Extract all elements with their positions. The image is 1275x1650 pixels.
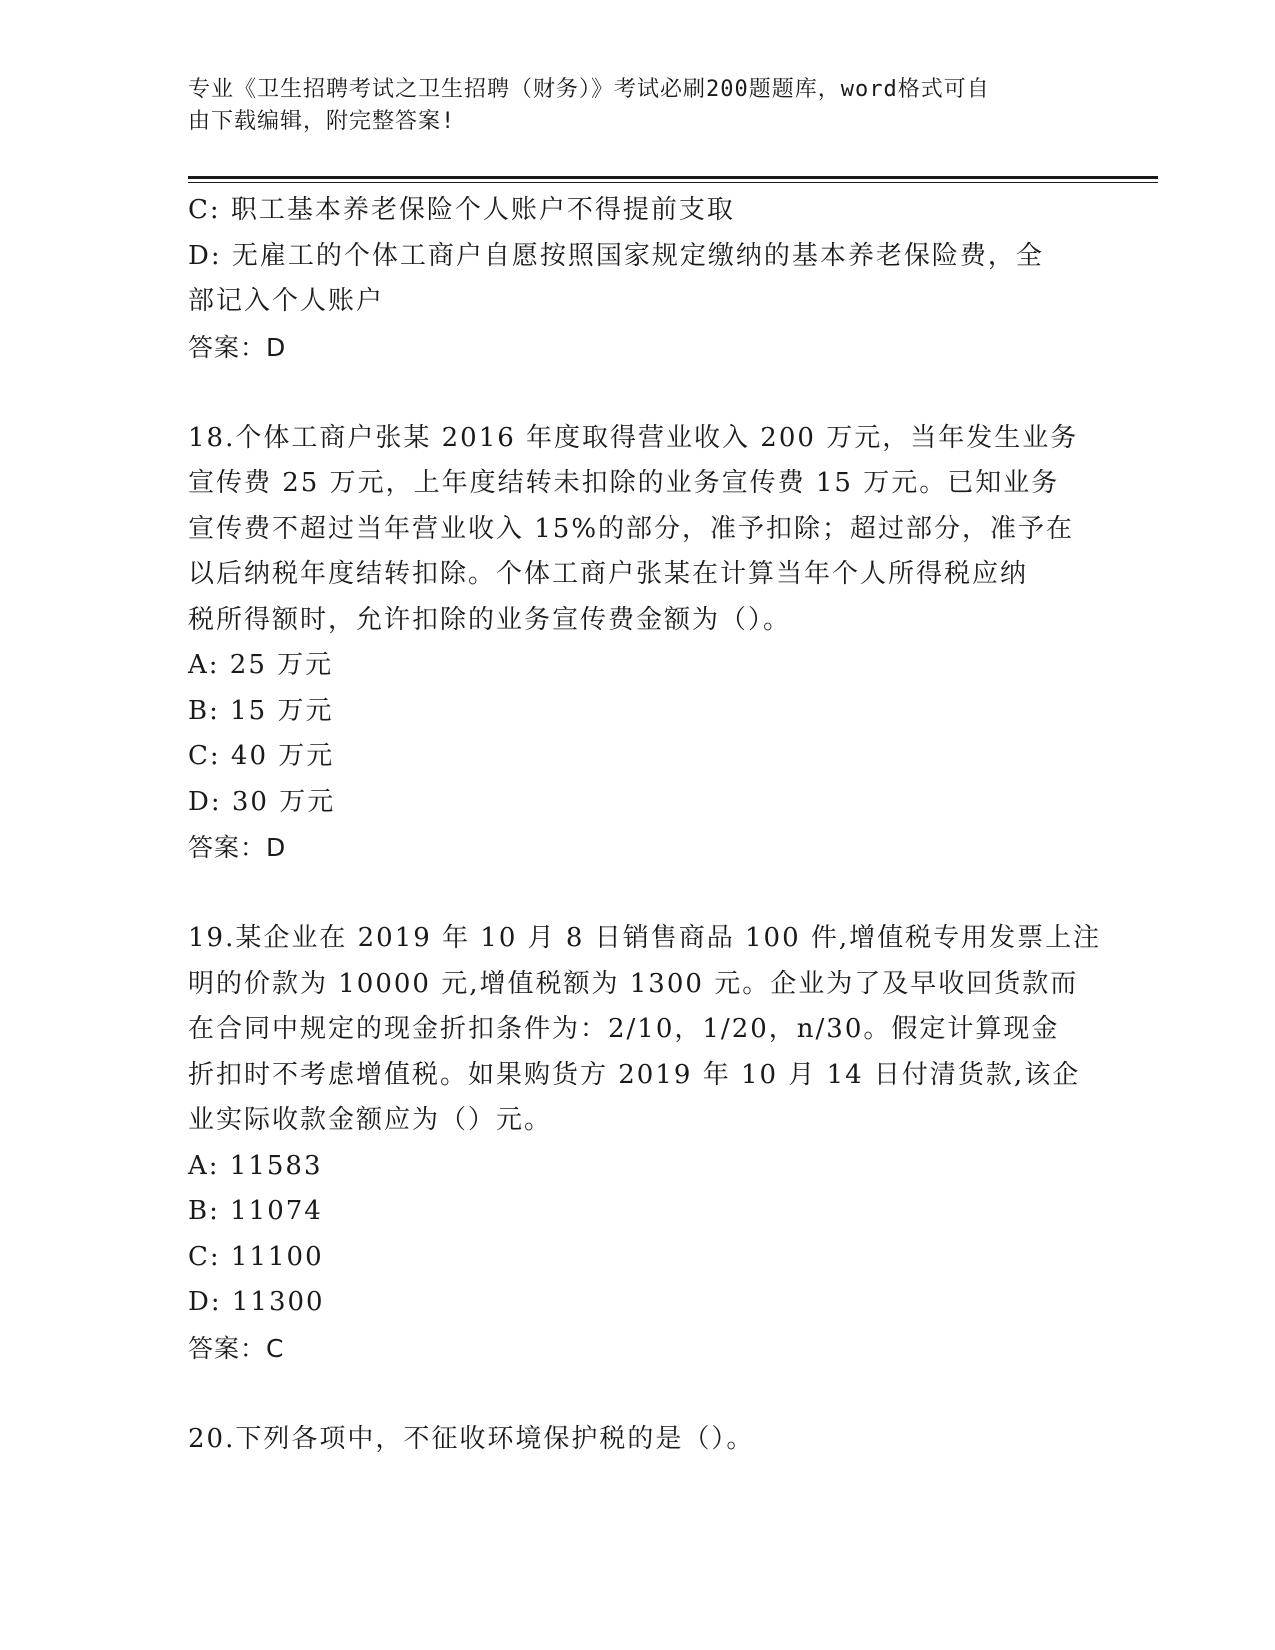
- document-body: [188, 188, 1102, 1462]
- question-stem-line: 宣传费 25 万元，上年度结转未扣除的业务宣传费 15 万元。已知业务: [188, 468, 1060, 498]
- header-divider-thin: [188, 182, 1158, 183]
- option-d: D: 30 万元: [188, 786, 336, 817]
- header-line-1: 专业《卫生招聘考试之卫生招聘（财务）》考试必刷200题题库，word格式可自: [188, 77, 990, 102]
- question-18: [188, 416, 1088, 871]
- question-stem-line: 折扣时不考虑增值税。如果购货方 2019 年 10 月 14 日付清货款,该企: [188, 1059, 1081, 1090]
- option-b: B: 11074: [188, 1196, 323, 1226]
- option-c: C: 11100: [188, 1241, 324, 1272]
- spacer: [188, 871, 1088, 917]
- question-stem-line: 20.下列各项中，不征收环境保护税的是（）。: [188, 1423, 755, 1454]
- spacer: [188, 370, 1088, 416]
- question-stem-line: 19.某企业在 2019 年 10 月 8 日销售商品 100 件,增值税专用发票上注: [188, 923, 1102, 953]
- prev-question-block: [188, 188, 1088, 370]
- question-20: [188, 1417, 1088, 1463]
- question-stem-line: 以后纳税年度结转扣除。个体工商户张某在计算当年个人所得税应纳: [188, 559, 1029, 589]
- answer-label: 答案：D: [188, 332, 287, 362]
- spacer: [188, 1371, 1088, 1417]
- question-stem-line: 18.个体工商户张某 2016 年度取得营业收入 200 万元，当年发生业务: [188, 422, 1079, 453]
- header-line-2: 由下载编辑，附完整答案!: [188, 109, 456, 134]
- option-d: D: 11300: [188, 1287, 325, 1317]
- header-divider-thick: [188, 176, 1158, 179]
- question-stem-line: 业实际收款金额应为（）元。: [188, 1105, 553, 1135]
- option-a: A: 25 万元: [188, 650, 334, 680]
- option-b: B: 15 万元: [188, 695, 334, 726]
- question-stem-line: 明的价款为 10000 元,增值税额为 1300 元。企业为了及早收回货款而: [188, 968, 1079, 999]
- option-a: A: 11583: [188, 1150, 323, 1181]
- option-c: C: 职工基本养老保险个人账户不得提前支取: [188, 195, 735, 225]
- question-stem-line: 税所得额时，允许扣除的业务宣传费金额为（）。: [188, 604, 792, 635]
- answer-label: 答案：D: [188, 833, 287, 862]
- document-header: [188, 74, 1088, 138]
- question-stem-line: 在合同中规定的现金折扣条件为：2/10，1/20，n/30。假定计算现金: [188, 1014, 1060, 1044]
- option-d-line-2: 部记入个人账户: [188, 286, 385, 316]
- question-19: [188, 916, 1102, 1371]
- option-c: C: 40 万元: [188, 741, 335, 771]
- question-stem-line: 宣传费不超过当年营业收入 15%的部分，准予扣除；超过部分，准予在: [188, 513, 1075, 544]
- option-d-line-1: D: 无雇工的个体工商户自愿按照国家规定缴纳的基本养老保险费，全: [188, 240, 1044, 271]
- answer-label: 答案：C: [188, 1333, 285, 1363]
